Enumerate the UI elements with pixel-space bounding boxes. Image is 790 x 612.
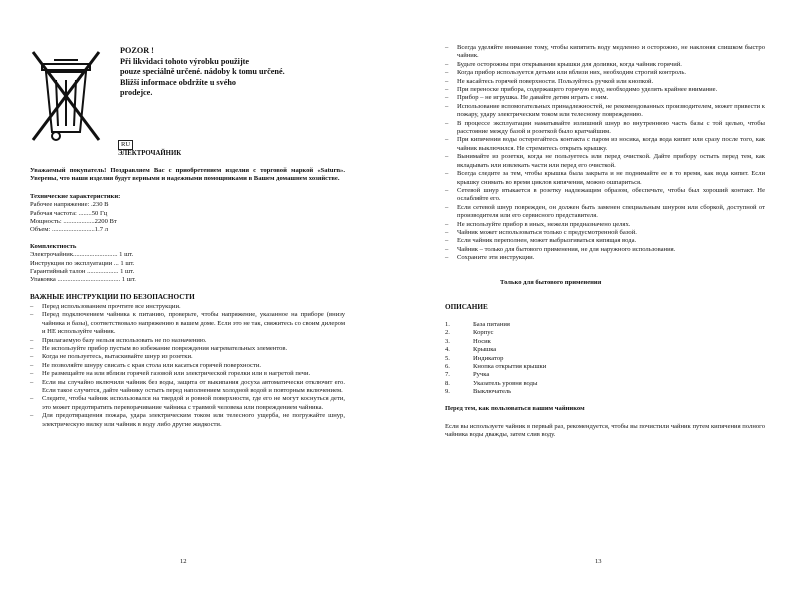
left-page xyxy=(30,0,360,612)
part-item xyxy=(445,363,765,371)
disposal-notice xyxy=(120,46,320,99)
safety-item: – Сохраните эти инструкции. xyxy=(445,254,765,262)
spec-item: Рабочая частота: ........50 Гц xyxy=(30,209,108,217)
safety-item: – Следите, чтобы чайник использовался на твердой и ровной поверхности, где его не могут коснуться дети, это может предотвратить переворачивание чайника с травмой человека или повреждением чайника. xyxy=(30,395,345,412)
part-item xyxy=(445,380,765,388)
part-item xyxy=(445,346,765,354)
safety-list-continued xyxy=(445,44,765,263)
safety-item: – Перед подключением чайника к питанию, проверьте, чтобы напряжение, указанное на приборе (внизу чайника и базы), соответствовало напряжению в вашем доме. Если это не так, свяжитесь со своим дилером и НЕ используйте чайник. xyxy=(30,311,345,336)
safety-item: – При переноске прибора, содержащего горячую воду, необходимо уделять крайнее внимание. xyxy=(445,86,765,94)
left-body xyxy=(30,167,345,429)
part-number: 9. xyxy=(445,388,450,396)
spec-item: Объем: ..........................1.7 л xyxy=(30,226,108,234)
page-number: 13 xyxy=(595,558,602,565)
right-body xyxy=(445,44,765,440)
greeting-paragraph: Уважаемый покупатель! Поздравляем Вас с приобретением изделия с торговой маркой «Saturn». Уверены, что наши изделия будут верными и надежными помощниками в Вашем домашнем хозяйстве. xyxy=(30,167,345,183)
part-number: 6. xyxy=(445,363,450,370)
safety-item: – Прибор – не игрушка. Не давайте детям играть с ним. xyxy=(445,94,765,102)
safety-item: – Сетевой шнур втыкается в розетку надлежащим образом, обеспечьте, чтобы был хороший контакт. Не ослабляйте его. xyxy=(445,187,765,204)
kit-item: Гарантийный талон ................... 1 шт. xyxy=(30,268,135,276)
safety-item: – Всегда уделяйте внимание тому, чтобы кипятить воду медленно и осторожно, не наклоняя слишком быстро чайник. xyxy=(445,44,765,61)
safety-item: – Для предотвращения пожара, удара электрическим током или телесного ущерба, не погружайте шнур, электрическую вилку или чайник в воду либо другие жидкости. xyxy=(30,412,345,429)
kit-item: Инструкция по эксплуатации ... 1 шт. xyxy=(30,259,135,267)
specs-heading: Технические характеристики: xyxy=(30,192,121,200)
disposal-notice-line: prodejce. xyxy=(120,88,153,98)
part-number: 3. xyxy=(445,337,450,345)
part-name: Ручка xyxy=(473,371,490,379)
part-item xyxy=(445,338,765,346)
safety-item: – В процессе эксплуатации наматывайте излишний шнур во внутреннюю часть базы с той целью, чтобы расстояние между базой и розеткой было кратчайшим. xyxy=(445,120,765,137)
part-number: 2. xyxy=(445,329,450,337)
page-number: 12 xyxy=(180,558,187,565)
first-use-heading: Перед тем, как пользоваться вашим чайником xyxy=(445,404,585,412)
safety-item: – Когда не пользуетесь, вытаскивайте шнур из розетки. xyxy=(30,353,345,361)
spec-item: Рабочее напряжение: .230 В xyxy=(30,201,109,209)
part-item xyxy=(445,371,765,379)
safety-item: – Будьте осторожны при открывании крышки для доливки, когда чайник горячий. xyxy=(445,61,765,69)
safety-item: – Чайник может использоваться только с предусмотренной базой. xyxy=(445,229,765,237)
safety-item: – Если сетевой шнур поврежден, он должен быть заменен специальным шнуром или сборкой, доступной от производителя или его сервисного представителя. xyxy=(445,204,765,221)
part-name: База питания xyxy=(473,320,510,328)
safety-item: – Если вы случайно включили чайник без воды, защита от выкипания досуха автоматически отключит его. Если такое случится, дайте чайнику остыть перед наполнением холодной водой и повторным включением. xyxy=(30,379,345,396)
part-number: 8. xyxy=(445,379,450,387)
safety-item: – Вынимайте из розетки, когда не пользуетесь или перед очисткой. Дайте прибору остыть перед тем, как вкладывать или извлекать части или перед его очисткой. xyxy=(445,153,765,170)
part-number: 4. xyxy=(445,346,450,354)
product-title: ЭЛЕКТРОЧАЙНИК xyxy=(118,150,182,157)
safety-item: – Не позволяйте шнуру свисать с края стола или касаться горячей поверхности. xyxy=(30,362,345,370)
safety-item: – Прилагаемую базу нельзя использовать не по назначению. xyxy=(30,337,345,345)
disposal-notice-line: Bližší informace obdržíte u svého xyxy=(120,77,236,87)
safety-heading: ВАЖНЫЕ ИНСТРУКЦИИ ПО БЕЗОПАСНОСТИ xyxy=(30,292,195,301)
part-name: Корпус xyxy=(473,329,494,337)
safety-item: – Чайник – только для бытового применения, не для наружного использования. xyxy=(445,246,765,254)
specs-list xyxy=(30,201,345,235)
part-name: Указатель уровня воды xyxy=(473,379,538,387)
safety-item: – Не используйте прибор пустым во избежание повреждения нагревательных элементов. xyxy=(30,345,345,353)
first-use-paragraph: Если вы используете чайник в первый раз, рекомендуется, чтобы вы почистили чайник путем кипячения полного чайника воды дважды, затем слив воду. xyxy=(445,423,765,439)
part-number: 7. xyxy=(445,371,450,379)
spec-item: Мощность: ...................2200 Вт xyxy=(30,218,117,226)
part-name: Носик xyxy=(473,337,491,345)
part-item xyxy=(445,329,765,337)
language-badge: RU xyxy=(118,140,133,150)
safety-item: – Не размещайте на или вблизи горячей газовой или электрической горелки или в нагретой печи. xyxy=(30,370,345,378)
part-number: 5. xyxy=(445,354,450,362)
part-name: Индикатор xyxy=(473,354,504,362)
kit-list xyxy=(30,251,345,285)
right-page xyxy=(445,0,765,612)
crossed-bin-icon xyxy=(30,46,102,146)
kit-item: Электрочайник........................... 1 шт. xyxy=(30,251,134,259)
kit-heading: Комплектность xyxy=(30,242,77,250)
safety-list xyxy=(30,303,345,429)
disposal-notice-line: pouze speciálně určené. nádoby k tomu určené. xyxy=(120,67,285,77)
part-name: Крышка xyxy=(473,346,497,354)
description-heading: ОПИСАНИЕ xyxy=(445,302,488,311)
safety-item: – Если чайник переполнен, может выбрызгиваться кипящая вода. xyxy=(445,237,765,245)
disposal-notice-line: Při likvidaci tohoto výrobku použijte xyxy=(120,56,250,66)
safety-item: – Перед использованием прочтите все инструкции. xyxy=(30,303,345,311)
part-name: Выключатель xyxy=(473,388,512,396)
disposal-notice-line: POZOR ! xyxy=(120,46,154,55)
part-number: 1. xyxy=(445,320,450,328)
part-item xyxy=(445,321,765,329)
safety-item: – Не используйте прибор в иных, нежели предназначено целях. xyxy=(445,221,765,229)
safety-item: – Не касайтесь горячей поверхности. Пользуйтесь ручкой или кнопкой. xyxy=(445,78,765,86)
safety-item: – При кипячении воды остерегайтесь контакта с паром из носика, когда вода кипит или сразу после того, как чайник выключился. Не стремитесь открыть крышку. xyxy=(445,136,765,153)
safety-item: – Использование вспомогательных принадлежностей, не рекомендованных производителем, может привести к пожару, удару электрическим током или телесному повреждению. xyxy=(445,103,765,120)
part-item xyxy=(445,388,765,396)
home-use-note: Только для бытового применения xyxy=(500,278,602,286)
parts-list xyxy=(445,321,765,397)
kit-item: Упаковка ...................................... 1 шт. xyxy=(30,276,136,284)
part-item xyxy=(445,355,765,363)
safety-item: – Когда прибор используется детьми или вблизи них, необходим строгий контроль. xyxy=(445,69,765,77)
part-name: Кнопка открытия крышки xyxy=(473,363,547,370)
safety-item: – Всегда следите за тем, чтобы крышка была закрыта и не поднимайте ее в то время, как вода кипит. Если крышку снимать во время циклов кипячения, можно ошпариться. xyxy=(445,170,765,187)
